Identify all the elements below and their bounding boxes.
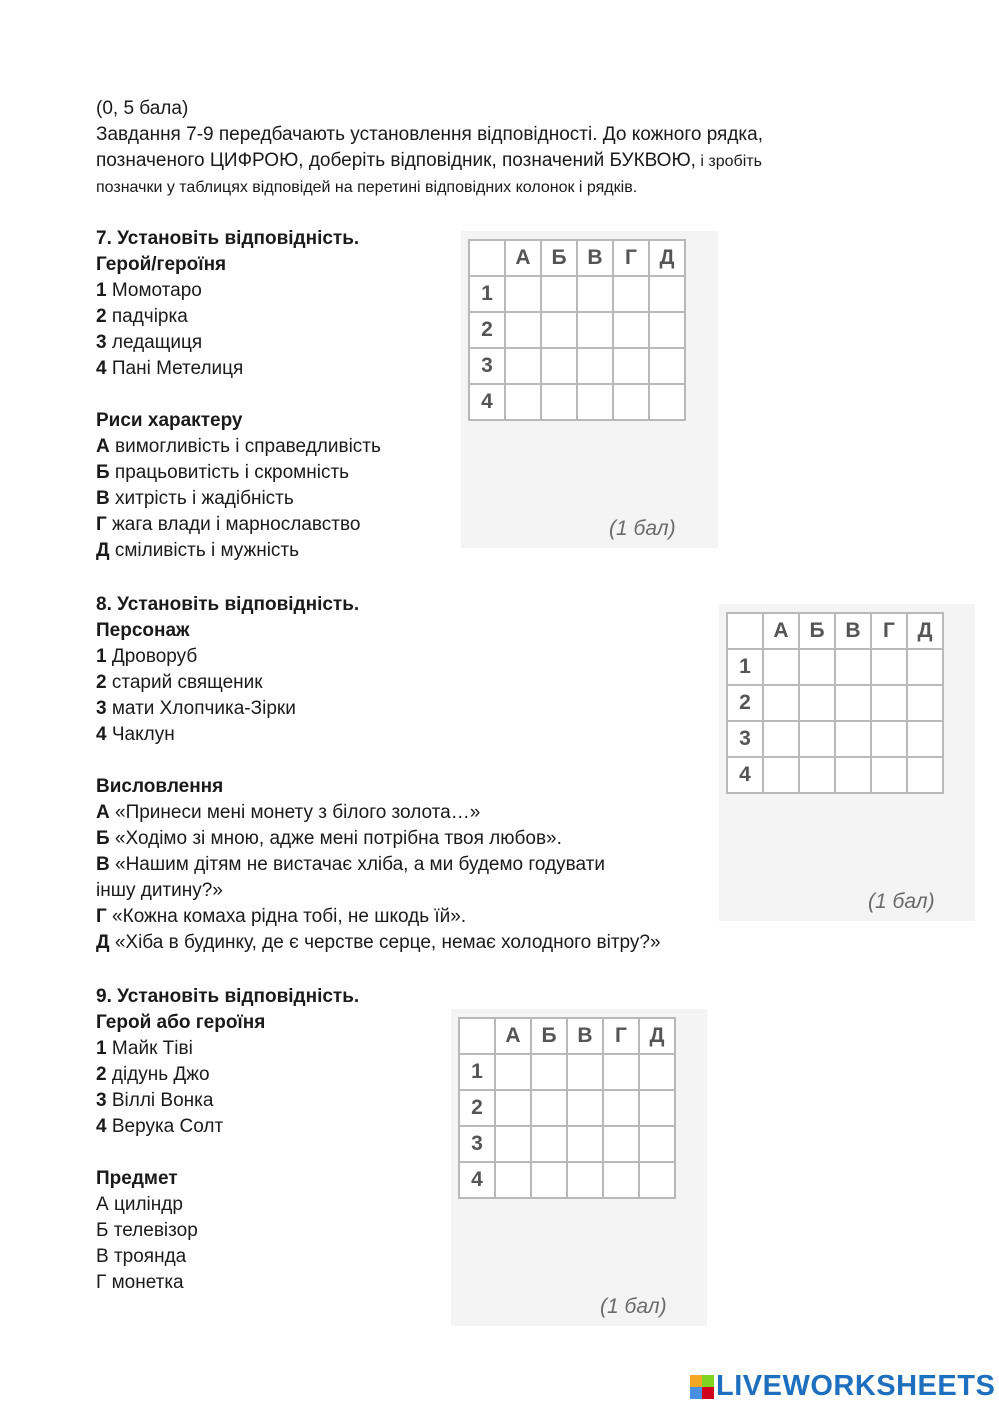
q9-group1-item: 2 дідунь Джо (96, 1064, 210, 1085)
grid-row-header: 3 (469, 348, 505, 384)
q9-answer-cell[interactable] (567, 1126, 603, 1162)
q9-answer-cell[interactable] (495, 1162, 531, 1198)
q7-score: (1 бал) (609, 517, 676, 540)
question-7 (96, 226, 381, 564)
grid-corner (727, 613, 763, 649)
q8-group1-item: 2 старий священик (96, 672, 263, 693)
q8-answer-cell[interactable] (907, 649, 943, 685)
q8-answer-cell[interactable] (763, 757, 799, 793)
grid-column-header: А (763, 613, 799, 649)
logo-tile (702, 1387, 714, 1399)
q7-answer-cell[interactable] (577, 348, 613, 384)
q9-group1-item: 1 Майк Тіві (96, 1038, 193, 1059)
grid-row-header: 3 (727, 721, 763, 757)
q9-answer-cell[interactable] (603, 1054, 639, 1090)
q9-answer-cell[interactable] (603, 1162, 639, 1198)
q8-answer-cell[interactable] (907, 757, 943, 793)
q8-spacer (96, 748, 661, 774)
q7-answer-cell[interactable] (649, 276, 685, 312)
q7-answer-grid[interactable] (468, 239, 686, 421)
grid-row-header: 3 (459, 1126, 495, 1162)
q8-answer-cell[interactable] (835, 685, 871, 721)
q7-group2-item: А вимогливість і справедливість (96, 436, 381, 457)
q7-group2-title: Риси характеру (96, 410, 243, 431)
q7-answer-cell[interactable] (541, 276, 577, 312)
q7-answer-cell[interactable] (613, 348, 649, 384)
q7-group1-item: 2 падчірка (96, 306, 188, 327)
q9-answer-grid[interactable] (458, 1017, 676, 1199)
q9-answer-cell[interactable] (639, 1054, 675, 1090)
q7-answer-cell[interactable] (505, 348, 541, 384)
q9-answer-cell[interactable] (531, 1162, 567, 1198)
q8-answer-box (719, 604, 975, 921)
q9-group2-item: Г монетка (96, 1272, 184, 1293)
q9-answer-cell[interactable] (531, 1090, 567, 1126)
q8-group1-item: 3 мати Хлопчика-Зірки (96, 698, 296, 719)
q9-answer-cell[interactable] (567, 1162, 603, 1198)
grid-row-header: 1 (469, 276, 505, 312)
q7-group1-title: Герой/героїня (96, 254, 227, 275)
q9-answer-cell[interactable] (639, 1126, 675, 1162)
logo-tile (702, 1375, 714, 1387)
q9-answer-cell[interactable] (639, 1090, 675, 1126)
q7-group1-item: 3 ледащиця (96, 332, 203, 353)
q8-answer-cell[interactable] (763, 721, 799, 757)
q7-answer-cell[interactable] (613, 384, 649, 420)
q9-answer-cell[interactable] (603, 1126, 639, 1162)
q9-group2-title: Предмет (96, 1168, 178, 1189)
q9-group2-item: А циліндр (96, 1194, 183, 1215)
q9-answer-cell[interactable] (495, 1054, 531, 1090)
grid-column-header: Д (907, 613, 943, 649)
q9-title: 9. Установіть відповідність. (96, 986, 360, 1007)
q7-answer-cell[interactable] (613, 276, 649, 312)
q8-title: 8. Установіть відповідність. (96, 594, 360, 615)
instructions-line-2: позначеного ЦИФРОЮ, доберіть відповідник, позначений БУКВОЮ, і зробіть (96, 150, 762, 171)
q8-answer-cell[interactable] (799, 721, 835, 757)
q8-group2-item: В «Нашим дітям не вистачає хліба, а ми будемо годувати (96, 854, 605, 875)
q8-group2-item: А «Принеси мені монету з білого золота…» (96, 802, 481, 823)
q8-answer-cell[interactable] (763, 685, 799, 721)
grid-row-header: 4 (459, 1162, 495, 1198)
q9-answer-cell[interactable] (495, 1090, 531, 1126)
grid-column-header: А (505, 240, 541, 276)
grid-column-header: А (495, 1018, 531, 1054)
q9-score: (1 бал) (600, 1295, 667, 1318)
grid-column-header: В (567, 1018, 603, 1054)
q9-answer-cell[interactable] (567, 1090, 603, 1126)
grid-corner (469, 240, 505, 276)
q8-group2-title: Висловлення (96, 776, 224, 797)
q9-answer-box (451, 1009, 707, 1326)
q8-answer-cell[interactable] (871, 757, 907, 793)
q7-answer-cell[interactable] (577, 384, 613, 420)
q7-answer-cell[interactable] (541, 312, 577, 348)
grid-column-header: Г (613, 240, 649, 276)
q8-group1-title: Персонаж (96, 620, 190, 641)
q9-answer-cell[interactable] (639, 1162, 675, 1198)
grid-column-header: Д (639, 1018, 675, 1054)
grid-column-header: Б (799, 613, 835, 649)
instructions-line-3: позначки у таблицях відповідей на перетині відповідних колонок і рядків. (96, 179, 638, 196)
grid-row-header: 1 (459, 1054, 495, 1090)
q8-answer-cell[interactable] (799, 685, 835, 721)
q7-answer-cell[interactable] (649, 348, 685, 384)
q7-spacer (96, 382, 381, 408)
instructions (96, 96, 916, 201)
q8-answer-cell[interactable] (871, 649, 907, 685)
q7-answer-cell[interactable] (505, 276, 541, 312)
grid-row-header: 2 (459, 1090, 495, 1126)
question-8 (96, 592, 661, 956)
q8-answer-grid[interactable] (726, 612, 944, 794)
q8-answer-cell[interactable] (871, 721, 907, 757)
logo-text: LIVEWORKSHEETS (716, 1370, 996, 1402)
q8-score: (1 бал) (868, 890, 935, 913)
grid-column-header: Г (603, 1018, 639, 1054)
q8-group2-item: Б «Ходімо зі мною, адже мені потрібна твоя любов». (96, 828, 562, 849)
q7-title: 7. Установіть відповідність. (96, 228, 360, 249)
q9-spacer (96, 1140, 359, 1166)
q8-answer-cell[interactable] (907, 685, 943, 721)
grid-column-header: Б (531, 1018, 567, 1054)
logo-tile (690, 1375, 702, 1387)
q7-answer-cell[interactable] (577, 276, 613, 312)
grid-column-header: Б (541, 240, 577, 276)
grid-corner (459, 1018, 495, 1054)
q7-group2-item: В хитрість і жадібність (96, 488, 294, 509)
q9-answer-cell[interactable] (567, 1054, 603, 1090)
logo-icon (690, 1375, 714, 1399)
grid-row-header: 4 (727, 757, 763, 793)
q7-answer-cell[interactable] (505, 384, 541, 420)
q7-answer-cell[interactable] (649, 384, 685, 420)
q7-answer-box (461, 231, 718, 548)
grid-column-header: Г (871, 613, 907, 649)
q8-group1-item: 1 Дроворуб (96, 646, 198, 667)
q9-answer-cell[interactable] (603, 1090, 639, 1126)
q9-answer-cell[interactable] (531, 1054, 567, 1090)
grid-row-header: 2 (469, 312, 505, 348)
q7-group1-item: 4 Пані Метелиця (96, 358, 244, 379)
q7-group1-item: 1 Момотаро (96, 280, 202, 301)
q7-answer-cell[interactable] (541, 384, 577, 420)
q9-group1-title: Герой або героїня (96, 1012, 266, 1033)
q8-answer-cell[interactable] (835, 757, 871, 793)
q8-group1-item: 4 Чаклун (96, 724, 175, 745)
grid-row-header: 1 (727, 649, 763, 685)
q9-group2-item: В троянда (96, 1246, 187, 1267)
q8-answer-cell[interactable] (871, 685, 907, 721)
q9-answer-cell[interactable] (495, 1126, 531, 1162)
q7-answer-cell[interactable] (649, 312, 685, 348)
question-9 (96, 984, 359, 1296)
q8-answer-cell[interactable] (835, 649, 871, 685)
q7-group2-item: Б працьовитість і скромність (96, 462, 350, 483)
q7-answer-cell[interactable] (613, 312, 649, 348)
grid-column-header: В (835, 613, 871, 649)
grid-column-header: Д (649, 240, 685, 276)
q8-group2-item: Г «Кожна комаха рідна тобі, не шкодь їй». (96, 906, 467, 927)
q8-group2-item: Д «Хіба в будинку, де є черстве серце, немає холодного вітру?» (96, 932, 661, 953)
q7-answer-cell[interactable] (505, 312, 541, 348)
liveworksheets-logo[interactable] (690, 1370, 995, 1403)
q8-answer-cell[interactable] (835, 721, 871, 757)
grid-row-header: 2 (727, 685, 763, 721)
q9-group1-item: 4 Верука Солт (96, 1116, 224, 1137)
q9-group2-item: Б телевізор (96, 1220, 198, 1241)
q7-answer-cell[interactable] (541, 348, 577, 384)
grid-column-header: В (577, 240, 613, 276)
q8-answer-cell[interactable] (799, 649, 835, 685)
logo-tile (690, 1387, 702, 1399)
q7-answer-cell[interactable] (577, 312, 613, 348)
q8-answer-cell[interactable] (907, 721, 943, 757)
q9-answer-cell[interactable] (531, 1126, 567, 1162)
q9-group1-item: 3 Віллі Вонка (96, 1090, 214, 1111)
instructions-line-1: Завдання 7-9 передбачають установлення відповідності. До кожного рядка, (96, 124, 764, 145)
q8-answer-cell[interactable] (763, 649, 799, 685)
points-note: (0, 5 бала) (96, 98, 189, 119)
q7-group2-item: Г жага влади і марнославство (96, 514, 361, 535)
q8-group2-item: іншу дитину?» (96, 880, 223, 901)
q8-answer-cell[interactable] (799, 757, 835, 793)
q7-group2-item: Д сміливість і мужність (96, 540, 300, 561)
grid-row-header: 4 (469, 384, 505, 420)
